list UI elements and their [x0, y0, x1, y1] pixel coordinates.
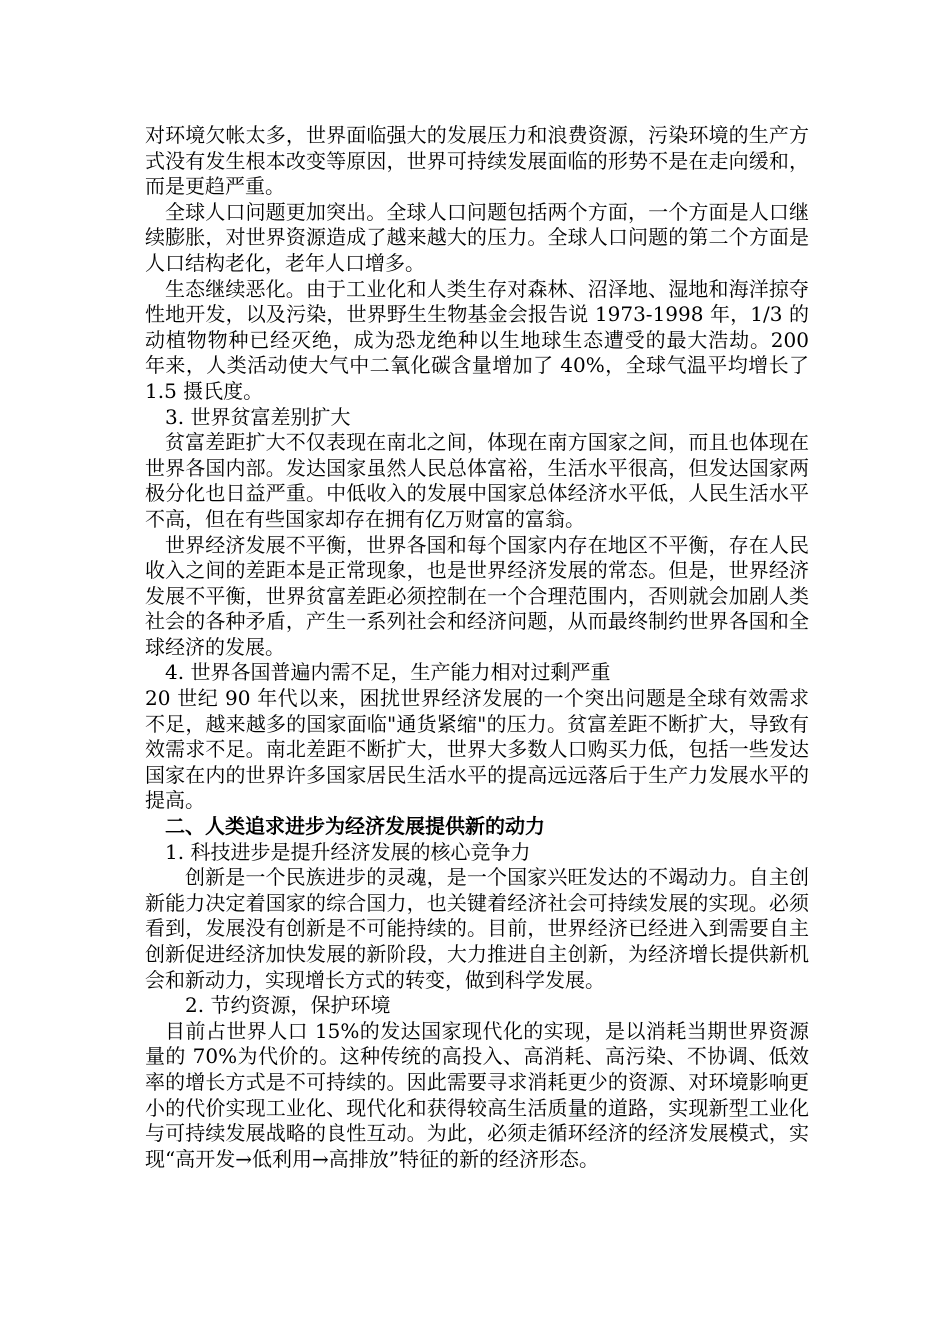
paragraph-domestic-demand: 20 世纪 90 年代以来，困扰世界经济发展的一个突出问题是全球有效需求不足，越来越多的国家面临"通货紧缩"的压力。贫富差距不断扩大，导致有效需求不足。南北差距不断扩大，世界大多数人口购买力低，包括一些发达国家在内的世界许多国家居民生活水平的提高远远落后于生产力发展水平的提高。: [145, 686, 809, 813]
heading-wealth-gap: 3. 世界贫富差别扩大: [165, 404, 351, 429]
paragraph-population: 全球人口问题更加突出。全球人口问题包括两个方面，一个方面是人口继续膨胀，对世界资源造成了越来越大的压力。全球人口问题的第二个方面是人口结构老化，老年人口增多。: [145, 199, 809, 275]
paragraph-imbalance: 世界经济发展不平衡，世界各国和每个国家内存在地区不平衡，存在人民收入之间的差距本是正常现象，也是世界经济发展的常态。但是，世界经济发展不平衡，世界贫富差距必须控制在一个合理范围内，否则就会加剧人类社会的各种矛盾，产生一系列社会和经济问题，从而最终制约世界各国和全球经济的发展。: [145, 532, 809, 659]
heading-domestic-demand: 4. 世界各国普遍内需不足，生产能力相对过剩严重: [165, 660, 611, 685]
heading-resources: 2. 节约资源，保护环境: [185, 993, 391, 1018]
document-page: [145, 123, 809, 1172]
paragraph-innovation: 创新是一个民族进步的灵魂，是一个国家兴旺发达的不竭动力。自主创新能力决定着国家的综合国力，也关键着经济社会可持续发展的实现。必须看到，发展没有创新是不可能持续的。目前，世界经济已经进入到需要自主创新促进经济加快发展的新阶段，大力推进自主创新，为经济增长提供新机会和新动力，实现增长方式的转变，做到科学发展。: [145, 865, 809, 992]
paragraph-sustainability: 对环境欠帐太多，世界面临强大的发展压力和浪费资源，污染环境的生产方式没有发生根本改变等原因，世界可持续发展面临的形势不是在走向缓和，而是更趋严重。: [145, 123, 809, 199]
section-heading-progress: 二、人类追求进步为经济发展提供新的动力: [165, 814, 545, 839]
paragraph-resources: 目前占世界人口 15%的发达国家现代化的实现，是以消耗当期世界资源量的 70%为代价的。这种传统的高投入、高消耗、高污染、不协调、低效率的增长方式是不可持续的。因此需要寻求消耗更少的资源、对环境影响更小的代价实现工业化、现代化和获得较高生活质量的道路，实现新型工业化与可持续发展战略的良性互动。为此，必须走循环经济的经济发展模式，实现“高开发→低利用→高排放”特征的新的经济形态。: [145, 1018, 809, 1171]
paragraph-ecology: 生态继续恶化。由于工业化和人类生存对森林、沼泽地、湿地和海洋掠夺性地开发，以及污染，世界野生生物基金会报告说 1973-1998 年，1/3 的动植物物种已经灭绝，成为恐龙绝种以生地球生态遭受的最大浩劫。200 年来，人类活动使大气中二氧化碳含量增加了 40%，全球气温平均增长了 1.5 摄氏度。: [145, 276, 809, 403]
heading-technology: 1. 科技进步是提升经济发展的核心竞争力: [165, 839, 531, 864]
paragraph-wealth-gap: 贫富差距扩大不仅表现在南北之间，体现在南方国家之间，而且也体现在世界各国内部。发达国家虽然人民总体富裕，生活水平很高，但发达国家两极分化也日益严重。中低收入的发展中国家总体经济水平低，人民生活水平不高，但在有些国家却存在拥有亿万财富的富翁。: [145, 430, 809, 531]
